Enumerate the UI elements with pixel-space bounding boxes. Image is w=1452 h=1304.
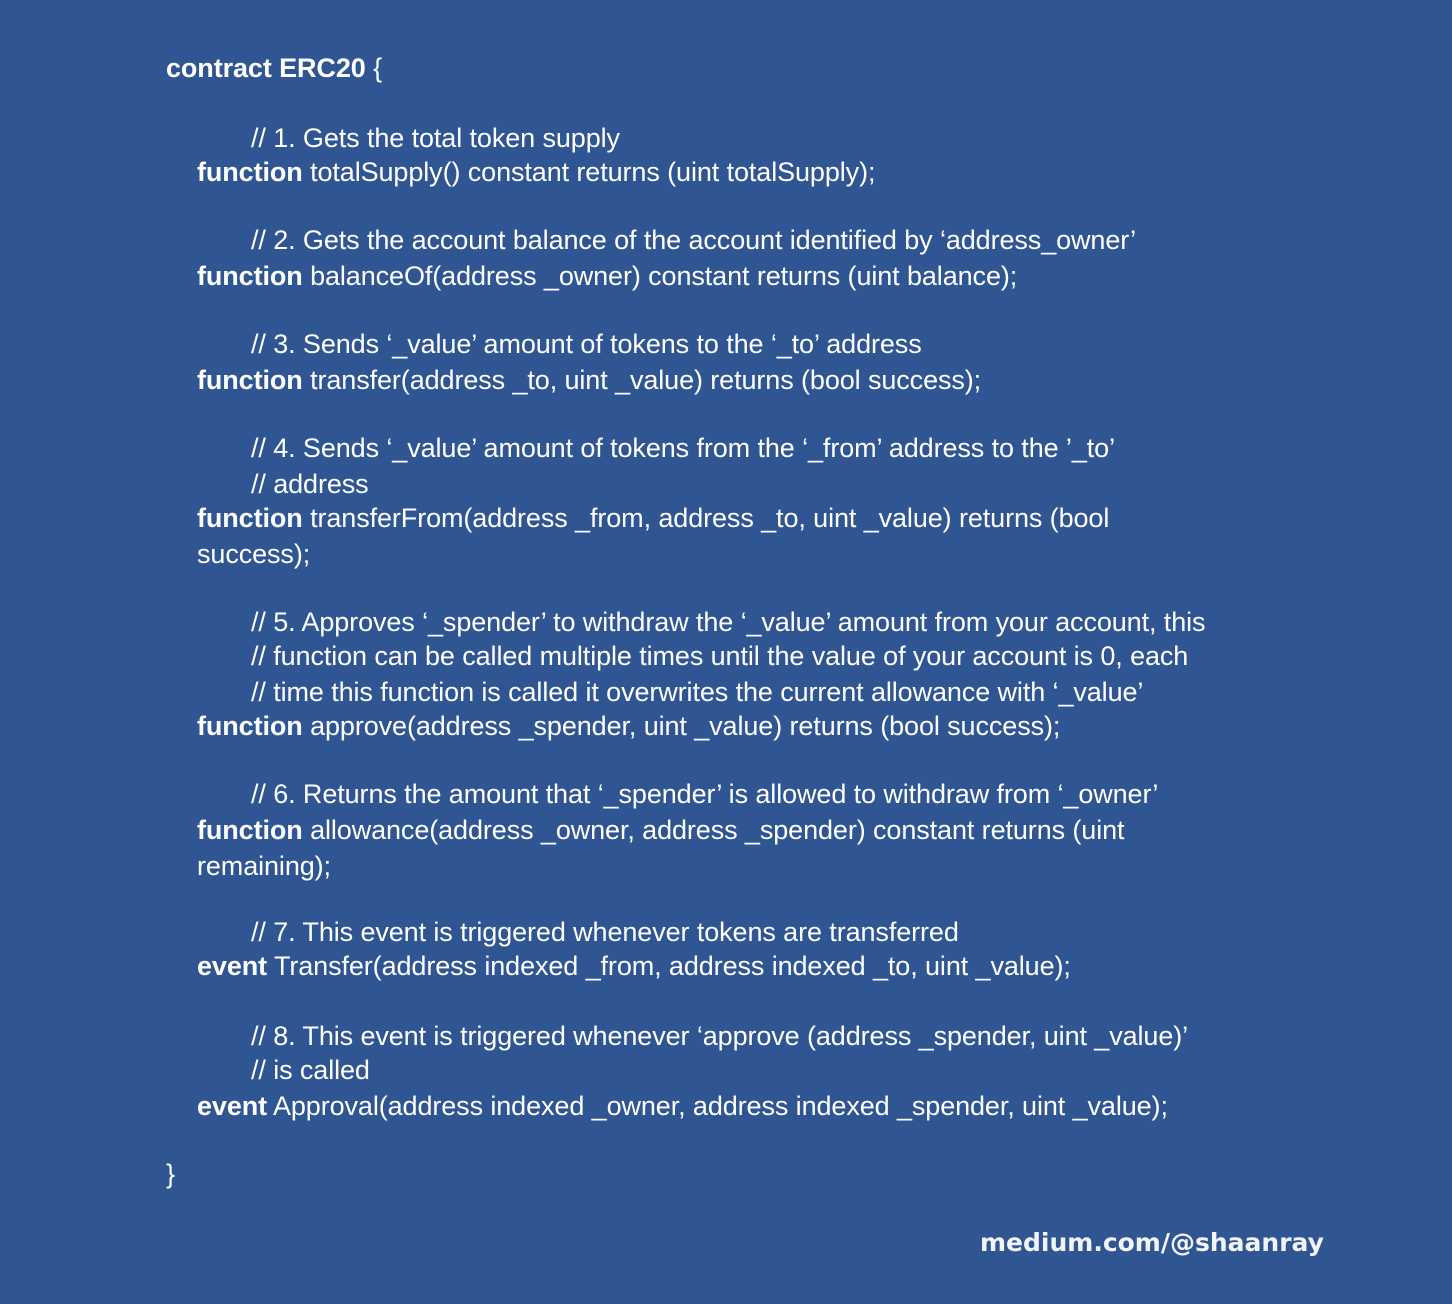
code-comment: // 3. Sends ‘_value’ amount of tokens to the ‘_to’ address — [251, 329, 922, 359]
code-line — [197, 1089, 1168, 1123]
code-comment: // 1. Gets the total token supply — [251, 123, 620, 153]
watermark-credit: medium.com/@shaanray — [980, 1228, 1324, 1257]
code-text: Transfer(address indexed _from, address indexed _to, uint _value); — [267, 951, 1071, 981]
code-comment: // time this function is called it overwrites the current allowance with ‘_value’ — [251, 677, 1144, 707]
code-line — [166, 1157, 175, 1191]
code-text: totalSupply() constant returns (uint totalSupply); — [302, 157, 876, 187]
code-line — [251, 121, 620, 155]
code-keyword: function — [197, 157, 303, 187]
code-text: transfer(address _to, uint _value) returns (bool success); — [302, 365, 982, 395]
code-keyword: function — [197, 365, 303, 395]
code-line — [197, 709, 1060, 743]
code-keyword: function — [197, 503, 303, 533]
code-line — [251, 431, 1115, 465]
code-keyword: event — [197, 951, 268, 981]
code-keyword: contract ERC20 — [166, 53, 366, 83]
code-comment: // 2. Gets the account balance of the account identified by ‘address_owner’ — [251, 225, 1137, 255]
code-text: success); — [197, 539, 311, 569]
code-comment: // is called — [251, 1055, 370, 1085]
code-comment: // 5. Approves ‘_spender’ to withdraw the ‘_value’ amount from your account, this — [251, 607, 1206, 637]
code-line — [197, 949, 1071, 983]
code-keyword: function — [197, 261, 303, 291]
code-text: transferFrom(address _from, address _to, uint _value) returns (bool — [302, 503, 1110, 533]
code-line — [251, 915, 959, 949]
code-line — [197, 363, 981, 397]
code-line — [197, 259, 1017, 293]
code-text: allowance(address _owner, address _spender) constant returns (uint — [302, 815, 1125, 845]
code-text: } — [166, 1159, 175, 1189]
code-text: { — [365, 53, 382, 83]
code-line — [251, 675, 1143, 709]
code-text: approve(address _spender, uint _value) returns (bool success); — [302, 711, 1061, 741]
code-text: remaining); — [197, 851, 331, 881]
code-line — [251, 1053, 370, 1087]
code-line — [197, 501, 1109, 535]
code-keyword: event — [197, 1091, 268, 1121]
code-text: balanceOf(address _owner) constant returns (uint balance); — [302, 261, 1018, 291]
code-line — [197, 537, 310, 571]
code-line — [197, 849, 331, 883]
code-keyword: function — [197, 815, 303, 845]
code-text: Approval(address indexed _owner, address indexed _spender, uint _value); — [267, 1091, 1168, 1121]
code-line — [197, 813, 1124, 847]
code-line — [251, 639, 1188, 673]
code-comment: // address — [251, 469, 369, 499]
code-comment: // 8. This event is triggered whenever ‘approve (address _spender, uint _value)’ — [251, 1021, 1189, 1051]
code-line — [251, 223, 1136, 257]
code-line — [251, 327, 922, 361]
code-line — [251, 467, 369, 501]
code-comment: // 6. Returns the amount that ‘_spender’ is allowed to withdraw from ‘_owner’ — [251, 779, 1159, 809]
code-line — [251, 777, 1158, 811]
code-line — [251, 1019, 1188, 1053]
code-comment: // 4. Sends ‘_value’ amount of tokens from the ‘_from’ address to the ’_to’ — [251, 433, 1115, 463]
code-line — [166, 51, 382, 85]
code-keyword: function — [197, 711, 303, 741]
code-line — [251, 605, 1205, 639]
code-comment: // function can be called multiple times until the value of your account is 0, each — [251, 641, 1189, 671]
code-line — [197, 155, 875, 189]
code-comment: // 7. This event is triggered whenever tokens are transferred — [251, 917, 959, 947]
